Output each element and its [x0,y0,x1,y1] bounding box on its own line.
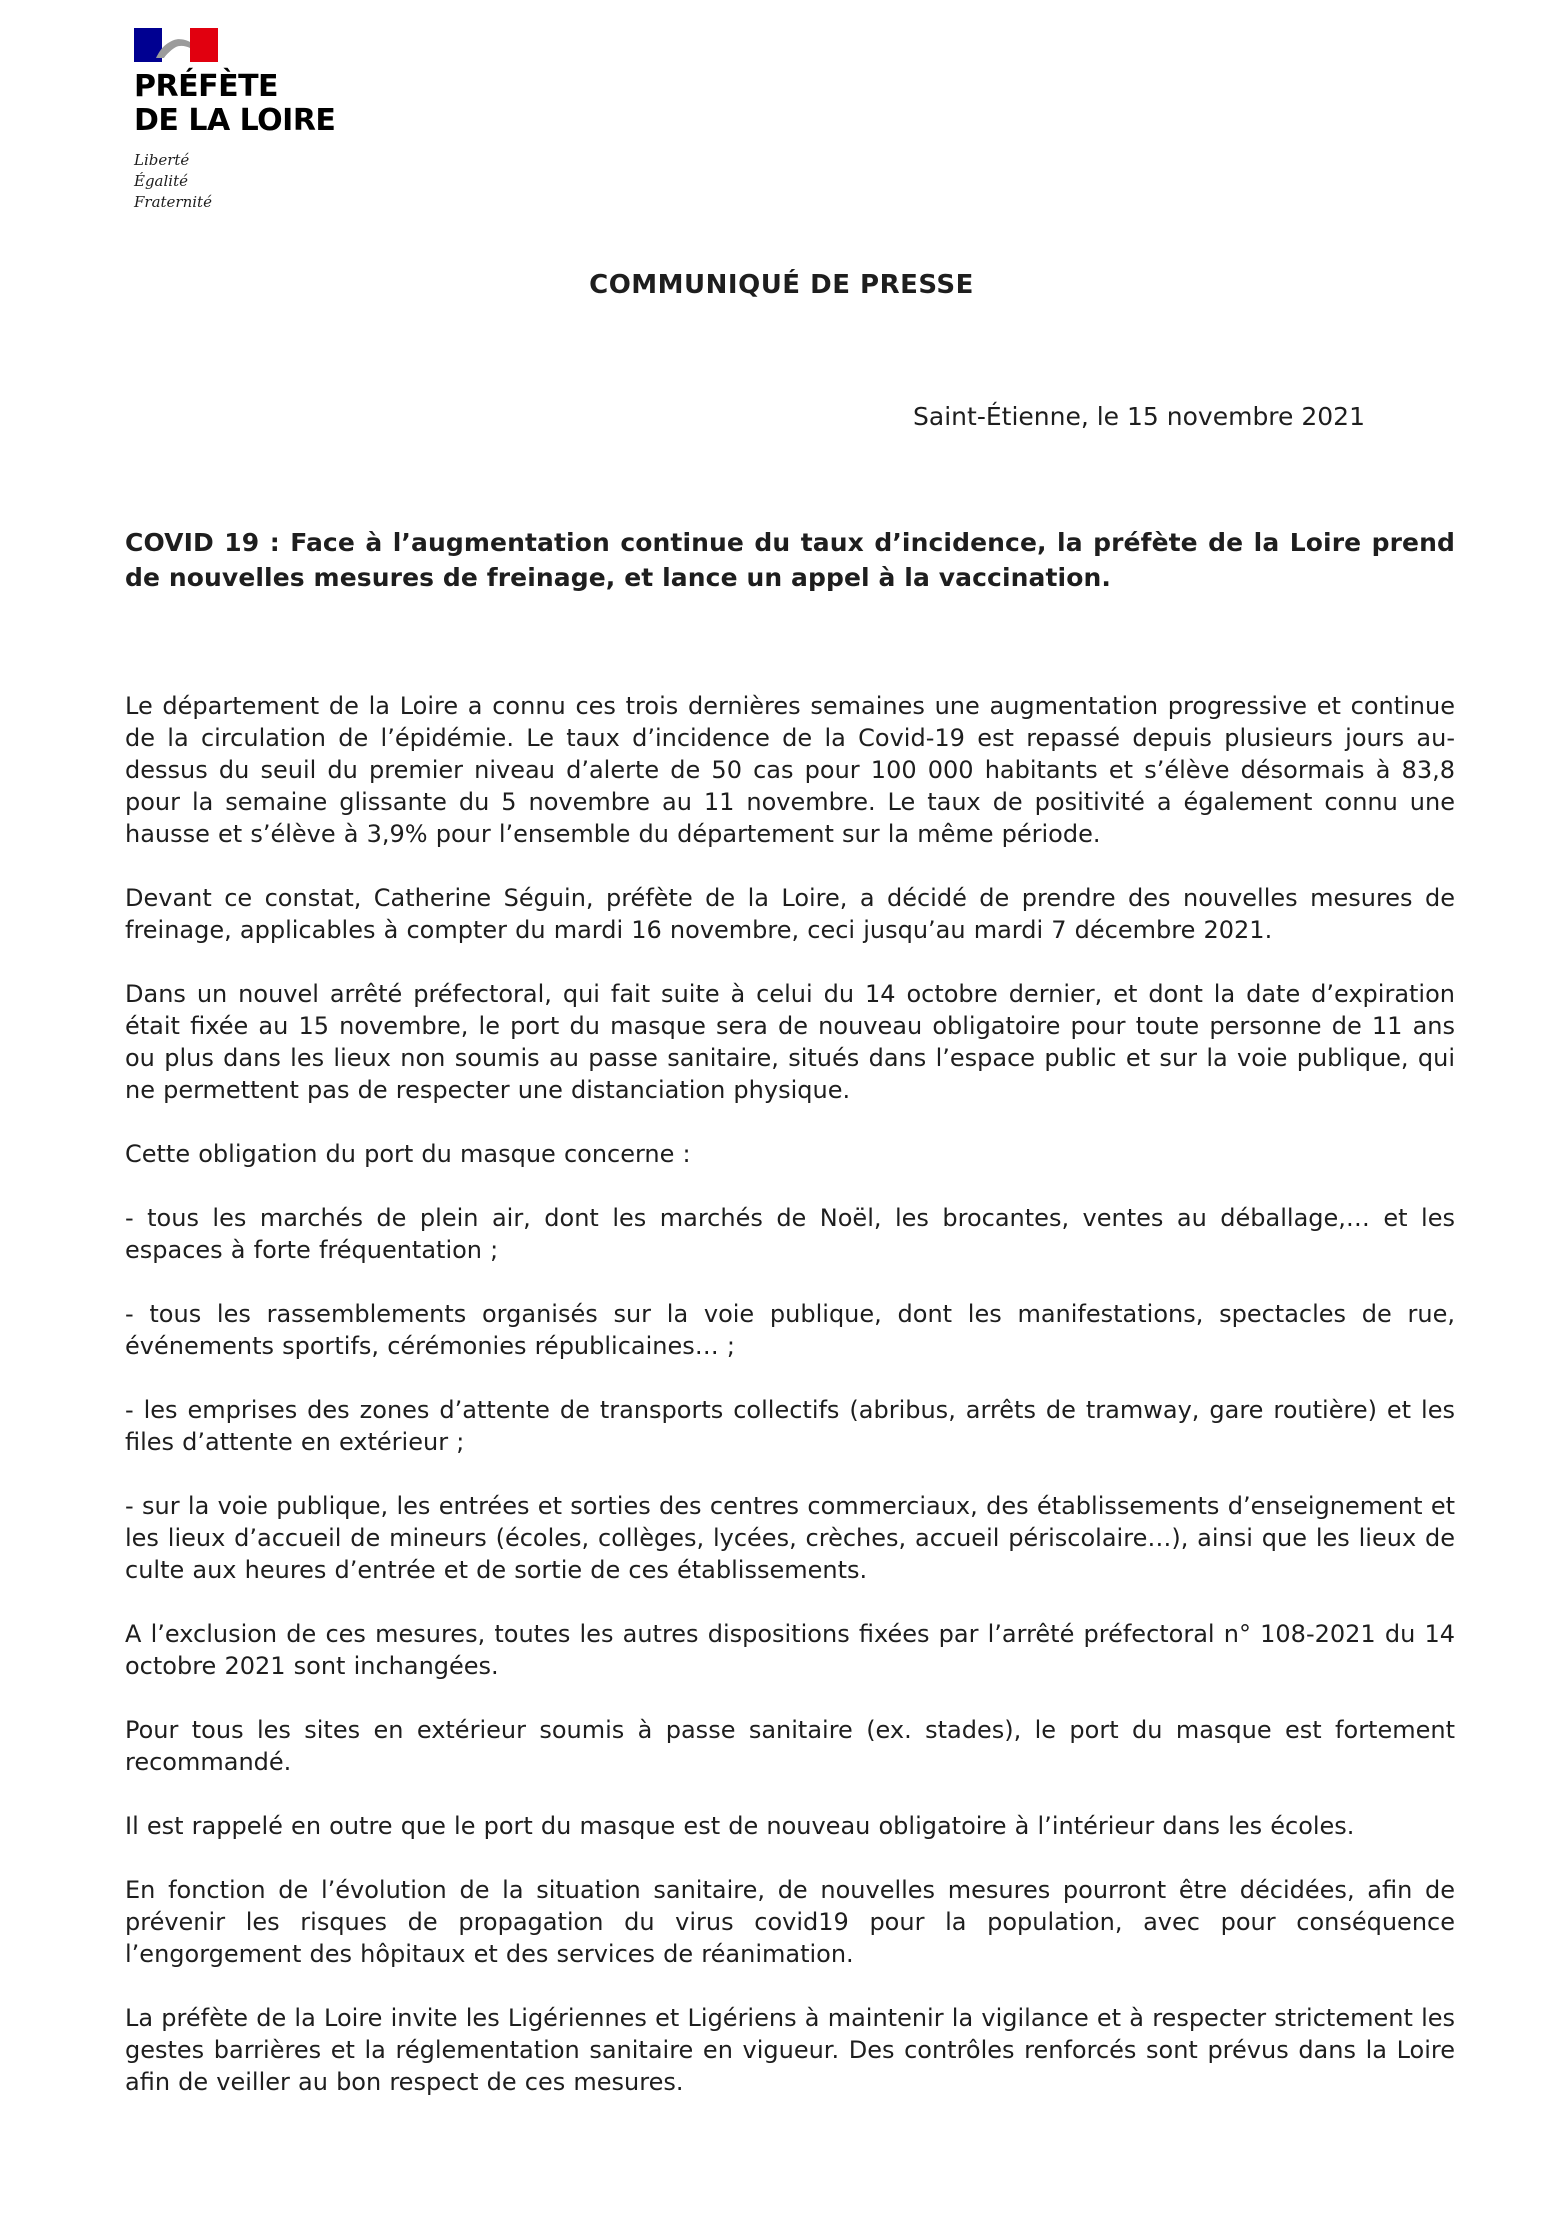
list-item-school-and-commercial-entrances: - sur la voie publique, les entrées et sorties des centres commerciaux, des établissements d’enseignement et les lieux d’accueil de mineurs (écoles, collèges, lycées, crèches, accueil périscolaire…), ainsi que les lieux de culte aux heures d’entrée et de sortie de ces établissements. [125,1492,1455,1584]
organization-line-2: DE LA LOIRE [134,103,336,138]
paragraph-school-masks: Il est rappelé en outre que le port du masque est de nouveau obligatoire à l’intérieur dans les écoles. [125,1812,1355,1840]
organization-name [134,70,335,138]
flag-red-band [190,28,218,62]
republic-motto [134,150,335,213]
document-type-title: COMMUNIQUÉ DE PRESSE [589,270,974,300]
motto-fraternite: Fraternité [134,193,212,211]
paragraph-new-measures: Devant ce constat, Catherine Séguin, préfète de la Loire, a décidé de prendre des nouvelles mesures de freinage, applicables à compter du mardi 16 novembre, ceci jusqu’au mardi 7 décembre 2021. [125,884,1455,944]
list-item-transport-waiting-areas: - les emprises des zones d’attente de transports collectifs (abribus, arrêts de tramway, gare routière) et les files d’attente en extérieur ; [125,1396,1455,1456]
motto-liberte: Liberté [134,151,190,169]
motto-egalite: Égalité [134,172,188,190]
paragraph-future-measures: En fonction de l’évolution de la situation sanitaire, de nouvelles mesures pourront être décidées, afin de prévenir les risques de propagation du virus covid19 pour la population, avec pour conséquence l’engorgement des hôpitaux et des services de réanimation. [125,1876,1455,1968]
paragraph-mask-obligation-intro: Cette obligation du port du masque concerne : [125,1140,691,1168]
paragraph-prefectoral-order: Dans un nouvel arrêté préfectoral, qui fait suite à celui du 14 octobre dernier, et dont la date d’expiration était fixée au 15 novembre, le port du masque sera de nouveau obligatoire pour toute personne de 11 ans ou plus dans les lieux non soumis au passe sanitaire, situés dans l’espace public et sur la voie publique, qui ne permettent pas de respecter une distanciation physique. [125,980,1455,1104]
press-release-body [125,690,1455,2130]
paragraph-incidence-rate: Le département de la Loire a connu ces trois dernières semaines une augmentation progressive et continue de la circulation de l’épidémie. Le taux d’incidence de la Covid-19 est repassé depuis plusieurs jours au-dessus du seuil du premier niveau d’alerte de 50 cas pour 100 000 habitants et s’élève désormais à 83,8 pour la semaine glissante du 5 novembre au 11 novembre. Le taux de positivité a également connu une hausse et s’élève à 3,9% pour l’ensemble du département sur la même période. [125,692,1455,848]
paragraph-outdoor-sanitary-pass: Pour tous les sites en extérieur soumis à passe sanitaire (ex. stades), le port du masque est fortement recommandé. [125,1716,1455,1776]
paragraph-other-provisions: A l’exclusion de ces mesures, toutes les autres dispositions fixées par l’arrêté préfectoral n° 108-2021 du 14 octobre 2021 sont inchangées. [125,1620,1455,1680]
marianne-flag-icon [134,28,218,62]
place-and-date: Saint-Étienne, le 15 novembre 2021 [913,402,1365,431]
list-item-gatherings: - tous les rassemblements organisés sur la voie publique, dont les manifestations, spectacles de rue, événements sportifs, cérémonies républicaines… ; [125,1300,1455,1360]
paragraph-vigilance-call: La préfète de la Loire invite les Ligériennes et Ligériens à maintenir la vigilance et à respecter strictement les gestes barrières et la réglementation sanitaire en vigueur. Des contrôles renforcés sont prévus dans la Loire afin de veiller au bon respect de ces mesures. [125,2004,1455,2096]
organization-line-1: PRÉFÈTE [134,69,279,104]
list-item-markets: - tous les marchés de plein air, dont les marchés de Noël, les brocantes, ventes au déballage,… et les espaces à forte fréquentation ; [125,1204,1455,1264]
press-release-headline: COVID 19 : Face à l’augmentation continue du taux d’incidence, la préfète de la Loire prend de nouvelles mesures de freinage, et lance un appel à la vaccination. [125,528,1455,592]
prefecture-logo [134,28,335,213]
